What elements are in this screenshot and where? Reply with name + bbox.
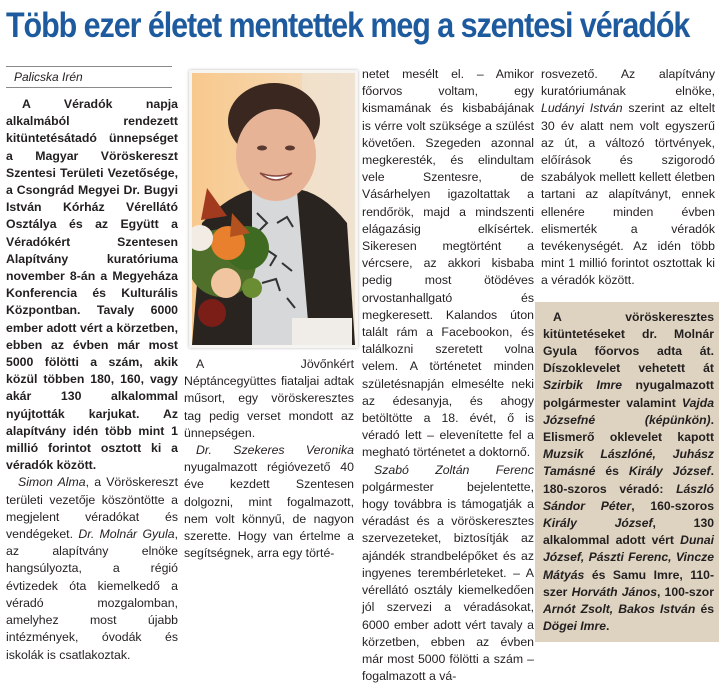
paragraph: Szabó Zoltán Ferenc polgármester bejelentette, hogy továbbra is támogatják a véradást és a vöröskeresztes szervezeteket, biztosítják az ajándék strandbelépőket és az ingyenes terembérleteket. – A vérellátó osztály kiemelkedően jól szervezi a véradásokat, 6000 ember adott vért tavaly a körzetben, ebben az évben már most 5000 fölötti a szám – fogalmazott a vá- — [362, 462, 534, 684]
paragraph: A Jövőnkért Néptáncegyüttes fiataljai adtak műsort, egy vöröskeresztes tag pedig verset mondott az ünnepségen. Dr. Szekeres Veronika nyugalmazott régióvezető 40 éve kezdett Szentesen dolgozni, mint fogalmazott, nem volt könnyű, de nagyon szerette. Hogy van értelme a segítségnek, arra egy törté- — [184, 357, 354, 561]
person-name: Dr. Szekeres Veronika — [196, 443, 354, 458]
paragraph-continued: netet mesélt el. – Amikor főorvos voltam, egy kismamának és kisbabájának is vérre volt szüksége a szülést követően. Szegeden azonnal megkeresték, és elindultam vele Szentesre, de Vásárhelyen igazoltattak a rendőrök, majd a mindszenti elágazásig elkísértek. Sikeresen megtörtént a vércsere, az akkori kisbaba pedig most ötödéves orvostanhallgató és megkeresett. Kalandos úton talált rám a Facebookon, és találkozni szeretett volna velem. A történetet minden születésnapján elmesélte neki az édesanyja, és ahogy betöltötte a 18. évét, ő is véradó lett – elevenítette fel a megható történetet a doktornő. — [362, 67, 534, 460]
person-name: Szabó Zoltán Ferenc — [374, 462, 534, 477]
paragraph: Simon Alma, a Vöröskereszt területi vezetője köszöntötte a megjelent véradókat és vendégeket. Dr. Molnár Gyula, az alapítvány elnöke hangsúlyozta, a régió évtizedek óta kiemelkedő a véradó mozgalomban, amelyhez most újabb intézmények, óvodák és iskolák is csatlakoztak. — [6, 475, 178, 662]
person-name: Ludányi István — [541, 101, 623, 116]
column-3 — [362, 66, 534, 685]
person-name: Dr. Molnár Gyula — [78, 527, 175, 542]
headline: Több ezer életet mentettek meg a szentesi véradók — [6, 6, 690, 45]
column-1 — [6, 66, 178, 664]
awards-infobox: A vöröskeresztes kitüntetéseket dr. Molnár Gyula főorvos adta át. Díszoklevelet vehetett át Szirbik Imre nyugalmazott polgármester valamint Vajda Józsefné (képünkön). Elismerő oklevelet kapott Muzsik Lászlóné, Juhász Tamásné és Király József. 180-szoros véradó: László Sándor Péter, 160-szoros Király József, 130 alkalommal adott vért Dunai József, Pászti Ferenc, Vincze Mátyás és Samu Imre, 110-szer Horváth János, 100-szor Arnót Zsolt, Bakos István és Dögei Imre. — [535, 302, 719, 642]
column-2 — [184, 70, 354, 562]
lead-paragraph: A Véradók napja alkalmából rendezett kitüntetésátadó ünnepséget a Magyar Vöröskereszt Szentesi Területi Vezetősége, a Csongrád Megyei Dr. Bugyi István Kórház Vérellátó Osztálya és az Együtt a Véradókért Szentesen Alapítvány kuratóriuma november 8-án a Megyeháza Konferencia és Kulturális Központban. Tavaly 6000 ember adott vért a körzetben, ebben az évben már most 5000 fölötti a szám, akik közül többen 180, 160, vagy akár 130 alkalommal nyújtották karjukat. Az alapítvány idén több mint 1 millió forintot osztott ki a véradók között. — [6, 97, 178, 473]
person-name: Simon Alma — [18, 475, 86, 490]
paragraph-continued: rosvezető. Az alapítvány kuratóriumának elnöke, Ludányi István szerint az eltelt 30 év alatt nem volt egyszerű az út, a változó törtvények, előírások és szigorodó szabályok mellett kellett életben tartani az alapítványt, ennek ellenére minden évben elismerték a véradók tevékenységét. Az idén több mint 1 millió forintot osztottak ki a véradók között. — [541, 67, 715, 288]
column-4 — [541, 66, 715, 642]
portrait-photo-illustration — [192, 73, 355, 345]
byline: Palicska Irén — [6, 66, 172, 88]
portrait-photo — [189, 70, 358, 348]
